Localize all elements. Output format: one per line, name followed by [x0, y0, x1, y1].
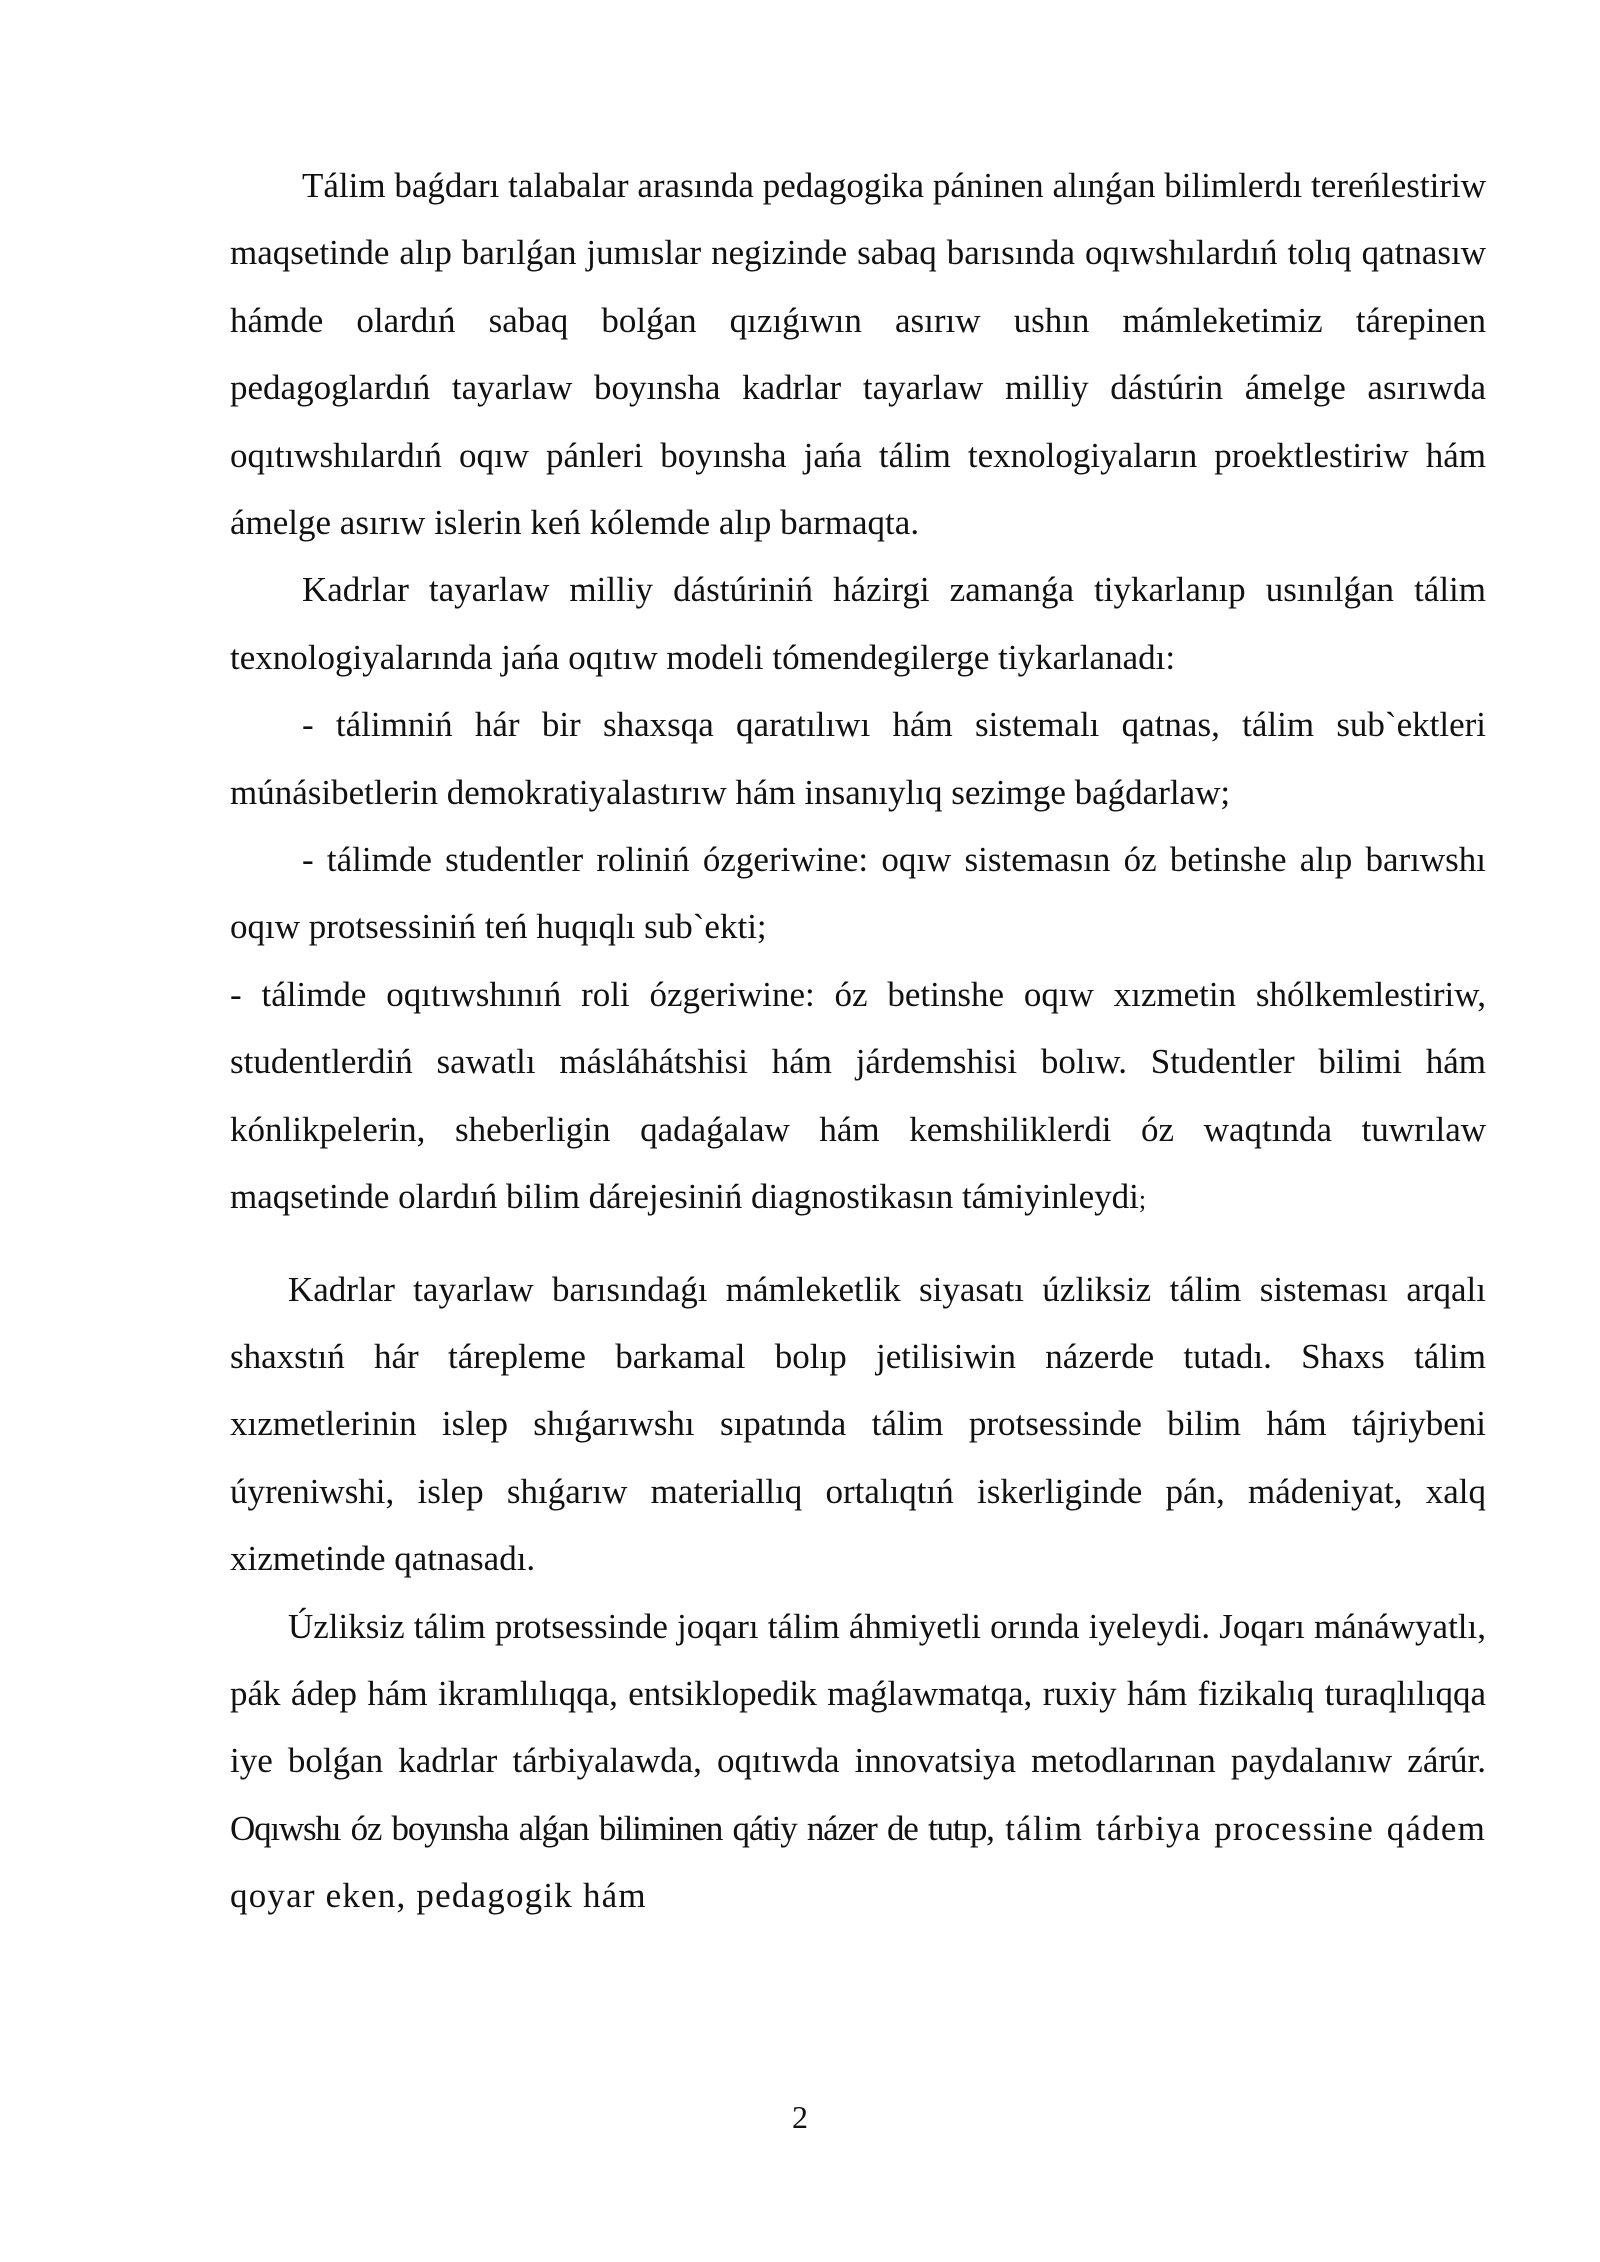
- list-item-3: [230, 961, 1486, 1234]
- paragraph-1: Tálim baǵdarı talabalar arasında pedagogika páninen alınǵan bilimlerdı tereńlestiriw maqsetinde alıp barılǵan jumıslar negizinde sabaq barısında oqıwshılardıń tolıq qatnasıw hámde olardıń sabaq bolǵan qızıǵıwın asırıw ushın mámleketimiz tárepinen pedagoglardıń tayarlaw boyınsha kadrlar tayarlaw milliy dástúrin ámelge asırıwda oqıtıwshılardıń oqıw pánleri boyınsha jańa tálim texnologiyaların proektlestiriw hám ámelge asırıw islerin keń kólemde alıp barmaqta.: [230, 166, 1486, 543]
- list-item-3-text: - tálimde oqıtıwshınıń roli ózgeriwine: óz betinshe oqıw xızmetin shólkemlestiriw, studentlerdiń sawatlı másláhátshisi hám járdemshisi bolıw. Studentler bilimi hám kónlikpelerin, sheberligin qadaǵalaw hám kemshiliklerdi óz waqtında tuwrılaw maqsetinde olardıń bilim dárejesiniń diagnostikasın támiyinleydi: [230, 974, 1486, 1217]
- paragraph-4: [230, 1593, 1486, 1930]
- paragraph-4-spaced-run: tálim tárbiya processine qádem qoyar eken, pedagogik hám: [230, 1808, 1487, 1916]
- paragraph-4-condensed-run: Oqıwshı óz boyınsha alǵan biliminen qátiy názer de tutıp,: [230, 1808, 994, 1848]
- paragraph-3: Kadrlar tayarlaw barısındaǵı mámleketlik siyasatı úzliksiz tálim sisteması arqalı shaxstıń hár tárepleme barkamal bolıp jetilisiwin názerde tutadı. Shaxs tálim xızmetlerinin islep shıǵarıwshı sıpatında tálim protsessinde bilim hám tájriybeni úyreniwshi, islep shıǵarıw materiallıq ortalıqtıń iskerliginde pán, mádeniyat, xalq xizmetinde qatnasadı.: [230, 1269, 1486, 1579]
- paragraph-4-main: Úzliksiz tálim protsessinde joqarı tálim áhmiyetli orında iyeleydi. Joqarı mánáwyatlı, pák ádep hám ikramlılıqqa, entsiklopedik maǵlawmatqa, ruxiy hám fizikalıq turaqlılıqqa iye bolǵan kadrlar tárbiyalawda, oqıtıwda innovatsiya metodlarınan paydalanıw zárúr.: [230, 1606, 1486, 1781]
- list-item-3-end-mark: ;: [1138, 1185, 1147, 1215]
- page-number: 2: [792, 2099, 808, 2135]
- document-body: [230, 152, 1486, 1930]
- paragraph-2: Kadrlar tayarlaw milliy dástúriniń házirgi zamanǵa tiykarlanıp usınılǵan tálim texnologiyalarında jańa oqıtıw modeli tómendegilerge tiykarlanadı:: [230, 570, 1486, 677]
- list-item-1: - tálimniń hár bir shaxsqa qaratılıwı hám sistemalı qatnas, tálim sub`ektleri múnásibetlerin demokratiyalastırıw hám insanıylıq sezimge baǵdarlaw;: [230, 705, 1486, 812]
- list-item-2: - tálimde studentler roliniń ózgeriwine: oqıw sistemasın óz betinshe alıp barıwshı oqıw protsessiniń teń huqıqlı sub`ekti;: [230, 840, 1486, 947]
